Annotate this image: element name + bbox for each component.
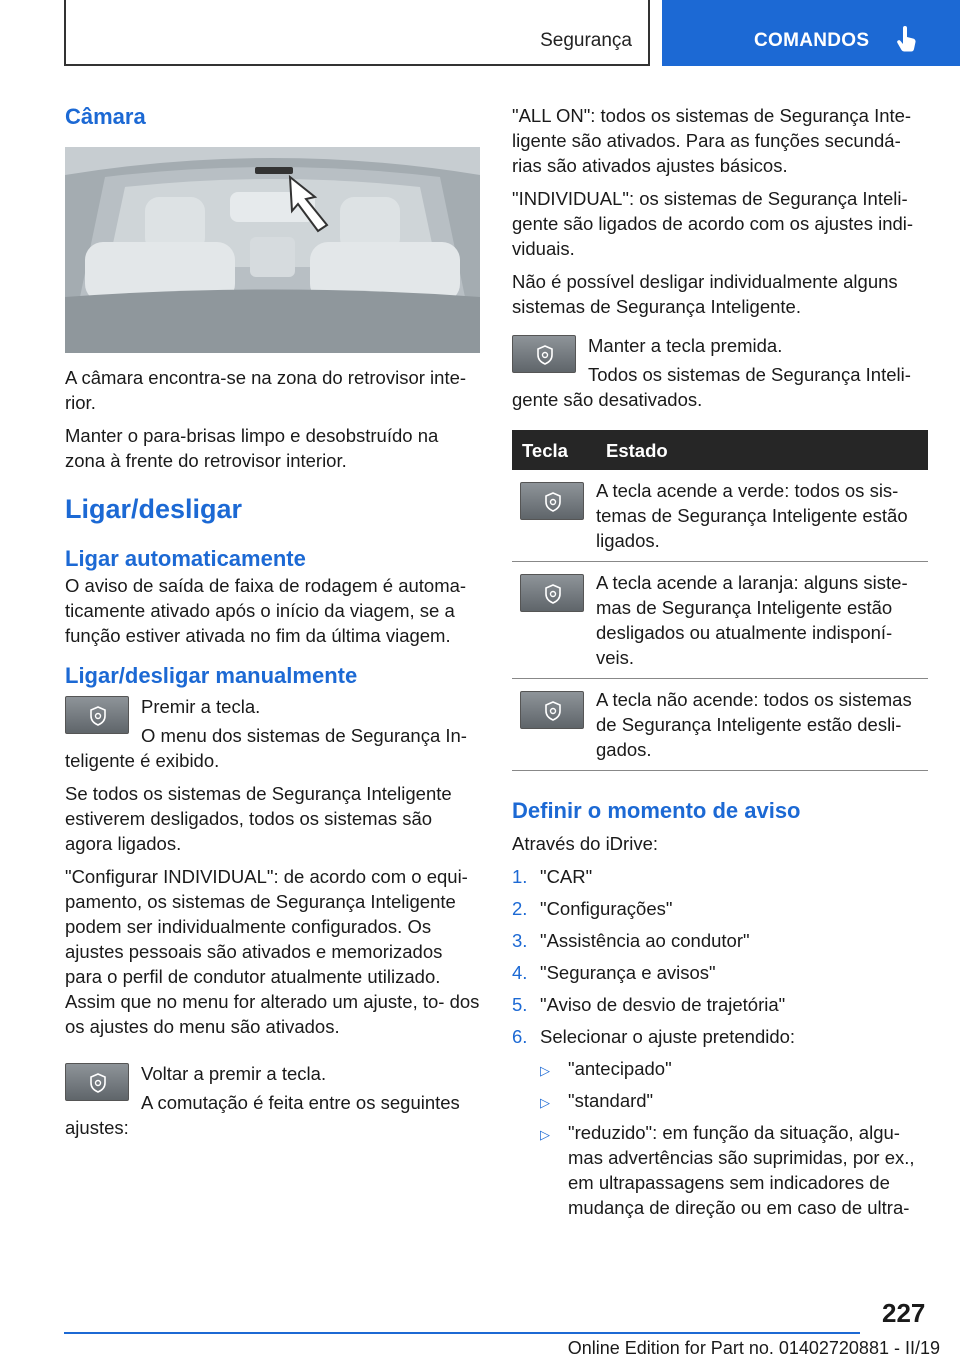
footer-divider bbox=[64, 1332, 860, 1334]
triangle-bullet-icon: ▷ bbox=[540, 1095, 550, 1110]
list-item: 3. "Assistência ao condutor" bbox=[512, 930, 750, 951]
hold-key-block bbox=[512, 333, 928, 412]
not-possible-text: Não é possível desligar individualmente alguns sistemas de Segurança Inteligente. bbox=[512, 271, 898, 317]
list-item: 1. "CAR" bbox=[512, 866, 593, 887]
footer-edition: Online Edition for Part no. 01402720881 - II/19 bbox=[567, 1338, 940, 1358]
table-row bbox=[512, 679, 928, 771]
right-column bbox=[512, 103, 928, 1227]
section-title: Segurança bbox=[540, 30, 632, 51]
list-item: 5. "Aviso de desvio de trajetória" bbox=[512, 994, 786, 1015]
shield-icon bbox=[545, 492, 561, 512]
onoff-heading: Ligar/desligar bbox=[65, 494, 243, 524]
press-key-text: Premir a tecla. bbox=[141, 696, 261, 717]
header-section-box bbox=[64, 0, 650, 66]
state-off-text: A tecla não acende: todos os sistemas de Segurança Inteligente estão desli- gados. bbox=[596, 679, 928, 771]
steps-list bbox=[512, 864, 928, 1049]
list-item: ▷ "reduzido": em função da situação, algu- mas advertências são suprimidas, por ex., em ultrapassagens sem indicadores de mudança de direção ou em caso de ultra- bbox=[540, 1122, 915, 1218]
key-green-icon bbox=[520, 482, 584, 520]
table-row bbox=[512, 562, 928, 679]
all-disabled-text: Todos os sistemas de Segurança Inteli- gente são desativados. bbox=[512, 364, 911, 410]
left-column bbox=[65, 103, 480, 1148]
key-orange-icon bbox=[520, 574, 584, 612]
camera-heading: Câmara bbox=[65, 104, 146, 129]
camera-location-text: A câmara encontra-se na zona do retrovisor inte- rior. bbox=[65, 367, 467, 413]
press-key-block bbox=[65, 694, 480, 773]
shield-icon bbox=[90, 706, 106, 726]
auto-text: O aviso de saída de faixa de rodagem é automa- ticamente ativado após o início da viagem, se a função estiver ativada no fim da última viagem. bbox=[65, 575, 467, 646]
car-interior-illustration bbox=[65, 147, 480, 353]
press-again-text: Voltar a premir a tecla. bbox=[141, 1063, 327, 1084]
hold-key-text: Manter a tecla premida. bbox=[588, 335, 783, 356]
triangle-bullet-icon: ▷ bbox=[540, 1063, 550, 1078]
all-off-text: Se todos os sistemas de Segurança Inteligente estiverem desligados, todos os sistemas são agora ligados. bbox=[65, 783, 452, 854]
options-list bbox=[540, 1056, 928, 1220]
via-idrive-text: Através do iDrive: bbox=[512, 833, 658, 854]
chapter-tab bbox=[662, 0, 960, 66]
list-item: ▷ "standard" bbox=[540, 1088, 928, 1113]
list-item: 6. Selecionar o ajuste pretendido: bbox=[512, 1026, 796, 1047]
pointing-hand-icon bbox=[896, 26, 918, 52]
triangle-bullet-icon: ▷ bbox=[540, 1127, 550, 1142]
col-header-key: Tecla bbox=[512, 430, 596, 470]
safety-key-button-2 bbox=[65, 1063, 129, 1101]
list-item: ▷ "antecipado" bbox=[540, 1056, 928, 1081]
page-number: 227 bbox=[882, 1298, 926, 1328]
manual-heading: Ligar/desligar manualmente bbox=[65, 663, 358, 688]
shield-icon bbox=[545, 584, 561, 604]
warning-time-heading: Definir o momento de aviso bbox=[512, 798, 801, 823]
shield-icon bbox=[545, 701, 561, 721]
configure-individual-text: "Configurar INDIVIDUAL": de acordo com o equi- pamento, os sistemas de Segurança Inteligente podem ser individualmente configurados. Os ajustes pessoais são ativados e memorizados para o perfil de condutor atualmente utilizado. Assim que no menu for alterado um ajuste, to- dos os ajustes do menu são ativados. bbox=[65, 866, 480, 1037]
safety-key-button-3 bbox=[512, 335, 576, 373]
camera-clean-text: Manter o para-brisas limpo e desobstruído na zona à frente do retrovisor interior. bbox=[65, 425, 439, 471]
menu-shown-text: O menu dos sistemas de Segurança In- teligente é exibido. bbox=[65, 725, 467, 771]
switch-between-text: A comutação é feita entre os seguintes ajustes: bbox=[65, 1092, 460, 1138]
table-header-row bbox=[512, 430, 928, 470]
individual-text: "INDIVIDUAL": os sistemas de Segurança Inteli- gente são ligados de acordo com os ajustes indi- viduais. bbox=[512, 188, 914, 259]
state-green-text: A tecla acende a verde: todos os sis- temas de Segurança Inteligente estão ligados. bbox=[596, 470, 928, 562]
chapter-tab-label: COMANDOS bbox=[754, 30, 870, 51]
all-on-text: "ALL ON": todos os sistemas de Segurança Inte- ligente são ativados. Para as funções secundá- rias são ativados ajustes básicos. bbox=[512, 105, 912, 176]
camera-location-image bbox=[65, 147, 480, 353]
shield-icon bbox=[537, 345, 553, 365]
list-item: 4. "Segurança e avisos" bbox=[512, 962, 716, 983]
key-off-icon bbox=[520, 691, 584, 729]
key-state-table bbox=[512, 430, 928, 771]
press-again-block bbox=[65, 1061, 480, 1140]
safety-key-button bbox=[65, 696, 129, 734]
col-header-state: Estado bbox=[596, 430, 928, 470]
auto-heading: Ligar automaticamente bbox=[65, 546, 306, 571]
table-row bbox=[512, 470, 928, 562]
list-item: 2. "Configurações" bbox=[512, 898, 673, 919]
state-orange-text: A tecla acende a laranja: alguns siste- mas de Segurança Inteligente estão desligados ou atualmente indisponí- veis. bbox=[596, 562, 928, 679]
shield-icon bbox=[90, 1073, 106, 1093]
